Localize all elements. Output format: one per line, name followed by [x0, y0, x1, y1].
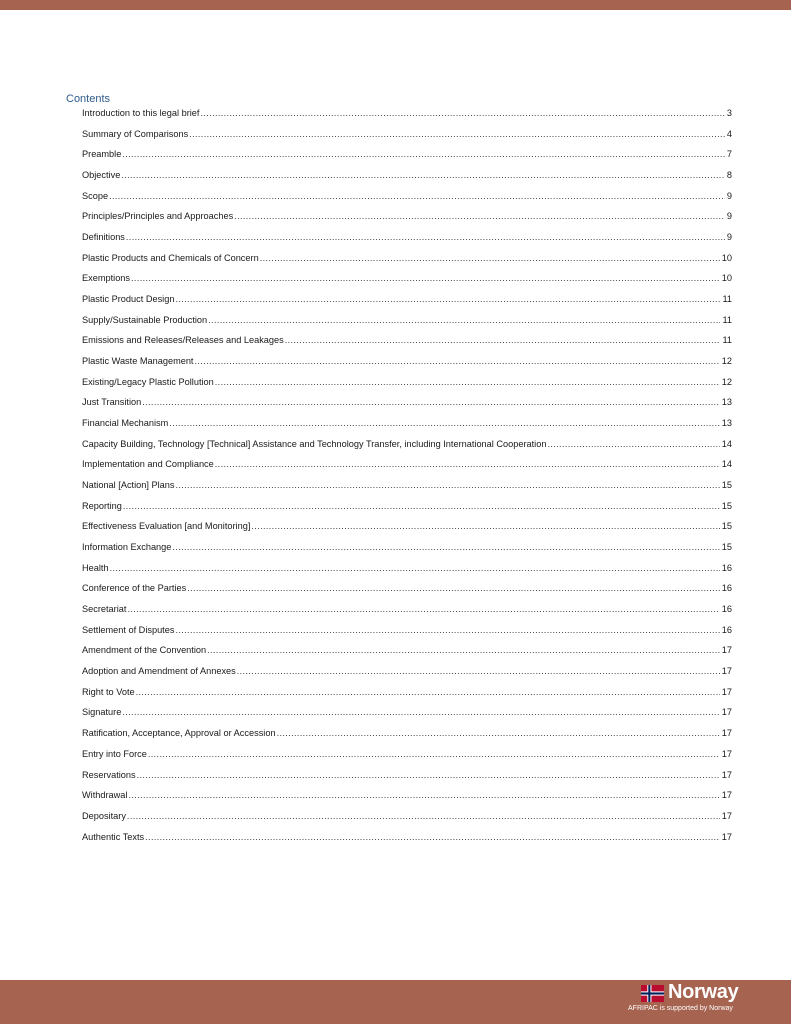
toc-entry-title: Definitions [82, 232, 125, 243]
toc-entry[interactable] [82, 686, 732, 707]
toc-entry-title: Secretariat [82, 604, 127, 615]
toc-entry-page: 7 [726, 149, 732, 160]
dot-leader [145, 831, 720, 844]
toc-entry[interactable] [82, 355, 732, 376]
toc-entry[interactable] [82, 458, 732, 479]
toc-entry[interactable] [82, 128, 732, 149]
toc-entry-page: 17 [721, 810, 732, 821]
toc-entry-page: 17 [721, 707, 732, 718]
toc-entry-title: Capacity Building, Technology [Technical] Assistance and Technology Transfer, including International Cooperation [82, 438, 547, 449]
dot-leader [547, 438, 719, 451]
toc-entry-title: Withdrawal [82, 790, 128, 801]
toc-entry[interactable] [82, 231, 732, 252]
dot-leader [123, 500, 720, 513]
dot-leader [207, 644, 720, 657]
toc-entry[interactable] [82, 190, 732, 211]
toc-entry-page: 13 [721, 397, 732, 408]
toc-entry-page: 10 [721, 273, 732, 284]
dot-leader [260, 252, 720, 265]
dot-leader [126, 231, 725, 244]
toc-entry-title: Ratification, Acceptance, Approval or Accession [82, 728, 276, 739]
dot-leader [131, 272, 720, 285]
toc-entry[interactable] [82, 520, 732, 541]
toc-entry-title: Plastic Products and Chemicals of Concern [82, 252, 259, 263]
dot-leader [109, 190, 725, 203]
toc-entry-title: Plastic Product Design [82, 294, 175, 305]
toc-entry[interactable] [82, 789, 732, 810]
dot-leader [200, 107, 724, 120]
brand-name: Norway [668, 981, 739, 1003]
dot-leader [277, 727, 720, 740]
toc-entry-title: Conference of the Parties [82, 583, 187, 594]
toc-entry-page: 9 [726, 190, 732, 201]
toc-entry[interactable] [82, 562, 732, 583]
toc-entry-page: 4 [726, 128, 732, 139]
toc-entry-page: 17 [721, 645, 732, 656]
toc-entry[interactable] [82, 148, 732, 169]
dot-leader [169, 417, 719, 430]
toc-entry[interactable] [82, 396, 732, 417]
toc-entry-title: Amendment of the Convention [82, 645, 207, 656]
toc-entry-page: 3 [726, 108, 732, 118]
toc-entry-title: Health [82, 562, 109, 573]
toc-heading: Contents [66, 93, 111, 105]
toc-entry-title: Signature [82, 707, 122, 718]
toc-entry-title: Right to Vote [82, 686, 135, 697]
dot-leader [285, 334, 721, 347]
toc-entry-page: 16 [721, 562, 732, 573]
dot-leader [175, 479, 719, 492]
dot-leader [215, 458, 720, 471]
toc-entry-title: Introduction to this legal brief [82, 108, 200, 118]
toc-entry[interactable] [82, 748, 732, 769]
toc-entry-title: Implementation and Compliance [82, 459, 214, 470]
brand-tagline: AFRIPAC is supported by Norway [628, 1005, 733, 1012]
toc-entry-title: Entry into Force [82, 748, 147, 759]
toc-entry-page: 10 [721, 252, 732, 263]
toc-entry-title: Preamble [82, 149, 122, 160]
toc-entry-page: 11 [722, 335, 732, 346]
toc-entry-title: Emissions and Releases/Releases and Leakages [82, 335, 284, 346]
dot-leader [137, 769, 720, 782]
toc-entry-page: 17 [721, 790, 732, 801]
dot-leader [189, 128, 725, 141]
toc-entry[interactable] [82, 644, 732, 665]
toc-entry-page: 15 [721, 542, 732, 553]
toc-entry-page: 16 [721, 624, 732, 635]
dot-leader [121, 169, 725, 182]
toc-entry-page: 15 [721, 500, 732, 511]
toc-entry-title: Principles/Principles and Approaches [82, 211, 234, 222]
toc-entry-title: Existing/Legacy Plastic Pollution [82, 376, 214, 387]
dot-leader [136, 686, 720, 699]
toc-entry[interactable] [82, 210, 732, 231]
toc-entry[interactable] [82, 810, 732, 831]
dot-leader [195, 355, 720, 368]
toc-entry-title: Just Transition [82, 397, 142, 408]
toc-entry[interactable] [82, 665, 732, 686]
toc-entry[interactable] [82, 107, 732, 128]
dot-leader [251, 520, 719, 533]
dot-leader [187, 582, 720, 595]
toc-entry-page: 16 [721, 604, 732, 615]
dot-leader [172, 541, 719, 554]
toc-entry-title: Financial Mechanism [82, 418, 169, 429]
toc-entry[interactable] [82, 272, 732, 293]
toc-entry-page: 17 [721, 666, 732, 677]
toc-entry[interactable] [82, 769, 732, 790]
toc-entry[interactable] [82, 314, 732, 335]
header-band [0, 0, 791, 10]
toc-entry[interactable] [82, 831, 732, 852]
toc-entry-page: 17 [721, 769, 732, 780]
toc-entry[interactable] [82, 500, 732, 521]
dot-leader [122, 706, 719, 719]
toc-entry-title: Effectiveness Evaluation [and Monitoring] [82, 521, 251, 532]
toc-entry[interactable] [82, 334, 732, 355]
toc-entry-page: 14 [721, 438, 732, 449]
dot-leader [175, 293, 720, 306]
toc-entry-title: Objective [82, 170, 121, 181]
toc-entry[interactable] [82, 293, 732, 314]
toc-entry[interactable] [82, 624, 732, 645]
toc-entry-title: National [Action] Plans [82, 480, 175, 491]
toc-entry-title: Plastic Waste Management [82, 356, 194, 367]
toc-entry-page: 16 [721, 583, 732, 594]
toc-entry-title: Scope [82, 190, 109, 201]
dot-leader [215, 376, 720, 389]
toc-entry-title: Exemptions [82, 273, 131, 284]
toc-entry-page: 15 [721, 521, 732, 532]
dot-leader [175, 624, 719, 637]
toc-entry-page: 11 [722, 294, 732, 305]
dot-leader [208, 314, 720, 327]
toc-entry-title: Authentic Texts [82, 831, 145, 842]
toc-entry-page: 15 [721, 480, 732, 491]
toc-entry[interactable] [82, 169, 732, 190]
toc-entry[interactable] [82, 582, 732, 603]
toc-entry-page: 11 [722, 314, 732, 325]
toc-entry[interactable] [82, 417, 732, 438]
toc-entry[interactable] [82, 376, 732, 397]
toc-entry-page: 17 [721, 728, 732, 739]
toc-entry-title: Reservations [82, 769, 136, 780]
dot-leader [122, 148, 725, 161]
toc-entry-page: 12 [721, 376, 732, 387]
toc-entry-page: 17 [721, 686, 732, 697]
toc-entry-page: 8 [726, 170, 732, 181]
toc-entry-title: Depositary [82, 810, 126, 821]
table-of-contents [82, 107, 732, 851]
toc-entry[interactable] [82, 727, 732, 748]
dot-leader [127, 810, 720, 823]
dot-leader [128, 789, 719, 802]
dot-leader [142, 396, 720, 409]
toc-entry[interactable] [82, 706, 732, 727]
toc-entry-title: Summary of Comparisons [82, 128, 189, 139]
toc-entry-title: Settlement of Disputes [82, 624, 175, 635]
toc-entry-page: 9 [726, 232, 732, 243]
toc-entry-page: 12 [721, 356, 732, 367]
toc-entry-page: 9 [726, 211, 732, 222]
toc-entry-page: 17 [721, 748, 732, 759]
norway-logo [628, 982, 758, 1016]
toc-entry[interactable] [82, 252, 732, 273]
toc-entry[interactable] [82, 479, 732, 500]
toc-entry-page: 14 [721, 459, 732, 470]
norway-flag-icon [641, 985, 664, 1002]
toc-entry[interactable] [82, 541, 732, 562]
toc-entry-title: Supply/Sustainable Production [82, 314, 208, 325]
toc-entry[interactable] [82, 603, 732, 624]
toc-entry-page: 17 [721, 831, 732, 842]
dot-leader [127, 603, 719, 616]
dot-leader [148, 748, 720, 761]
toc-entry-title: Information Exchange [82, 542, 172, 553]
dot-leader [237, 665, 720, 678]
toc-entry-title: Adoption and Amendment of Annexes [82, 666, 236, 677]
dot-leader [234, 210, 725, 223]
dot-leader [110, 562, 720, 575]
toc-entry[interactable] [82, 438, 732, 459]
toc-entry-title: Reporting [82, 500, 122, 511]
toc-entry-page: 13 [721, 418, 732, 429]
